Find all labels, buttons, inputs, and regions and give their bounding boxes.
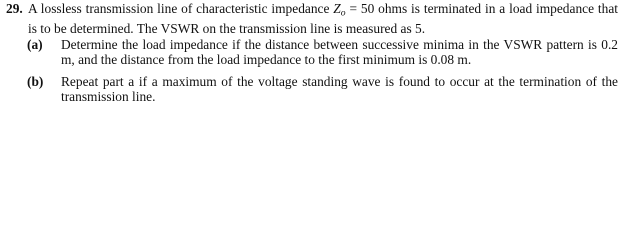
part-a-label: (a) <box>27 36 43 52</box>
problem-statement <box>6 1 618 37</box>
problem-29 <box>6 1 618 105</box>
part-b-label: (b) <box>27 73 44 89</box>
problem-number: 29. <box>6 1 23 16</box>
part-b <box>6 74 618 105</box>
problem-text-part-1: A lossless transmission line of characteristic impedance <box>28 1 334 16</box>
impedance-symbol: Z <box>333 1 341 16</box>
part-a-text: Determine the load impedance if the distance between successive minima in the VSWR pattern is 0.2 m, and the distance from the load impedance to the first minimum is 0.08 m. <box>61 36 618 68</box>
problem-text-part-2: = 50 ohms is terminated in a load impedance that is to be determined. The VSWR on the transmission line is measured as 5. <box>28 1 618 36</box>
part-a <box>6 37 618 68</box>
part-b-text: Repeat part a if a maximum of the voltage standing wave is found to occur at the termination of the transmission line. <box>61 73 618 105</box>
impedance-subscript: o <box>340 7 346 19</box>
